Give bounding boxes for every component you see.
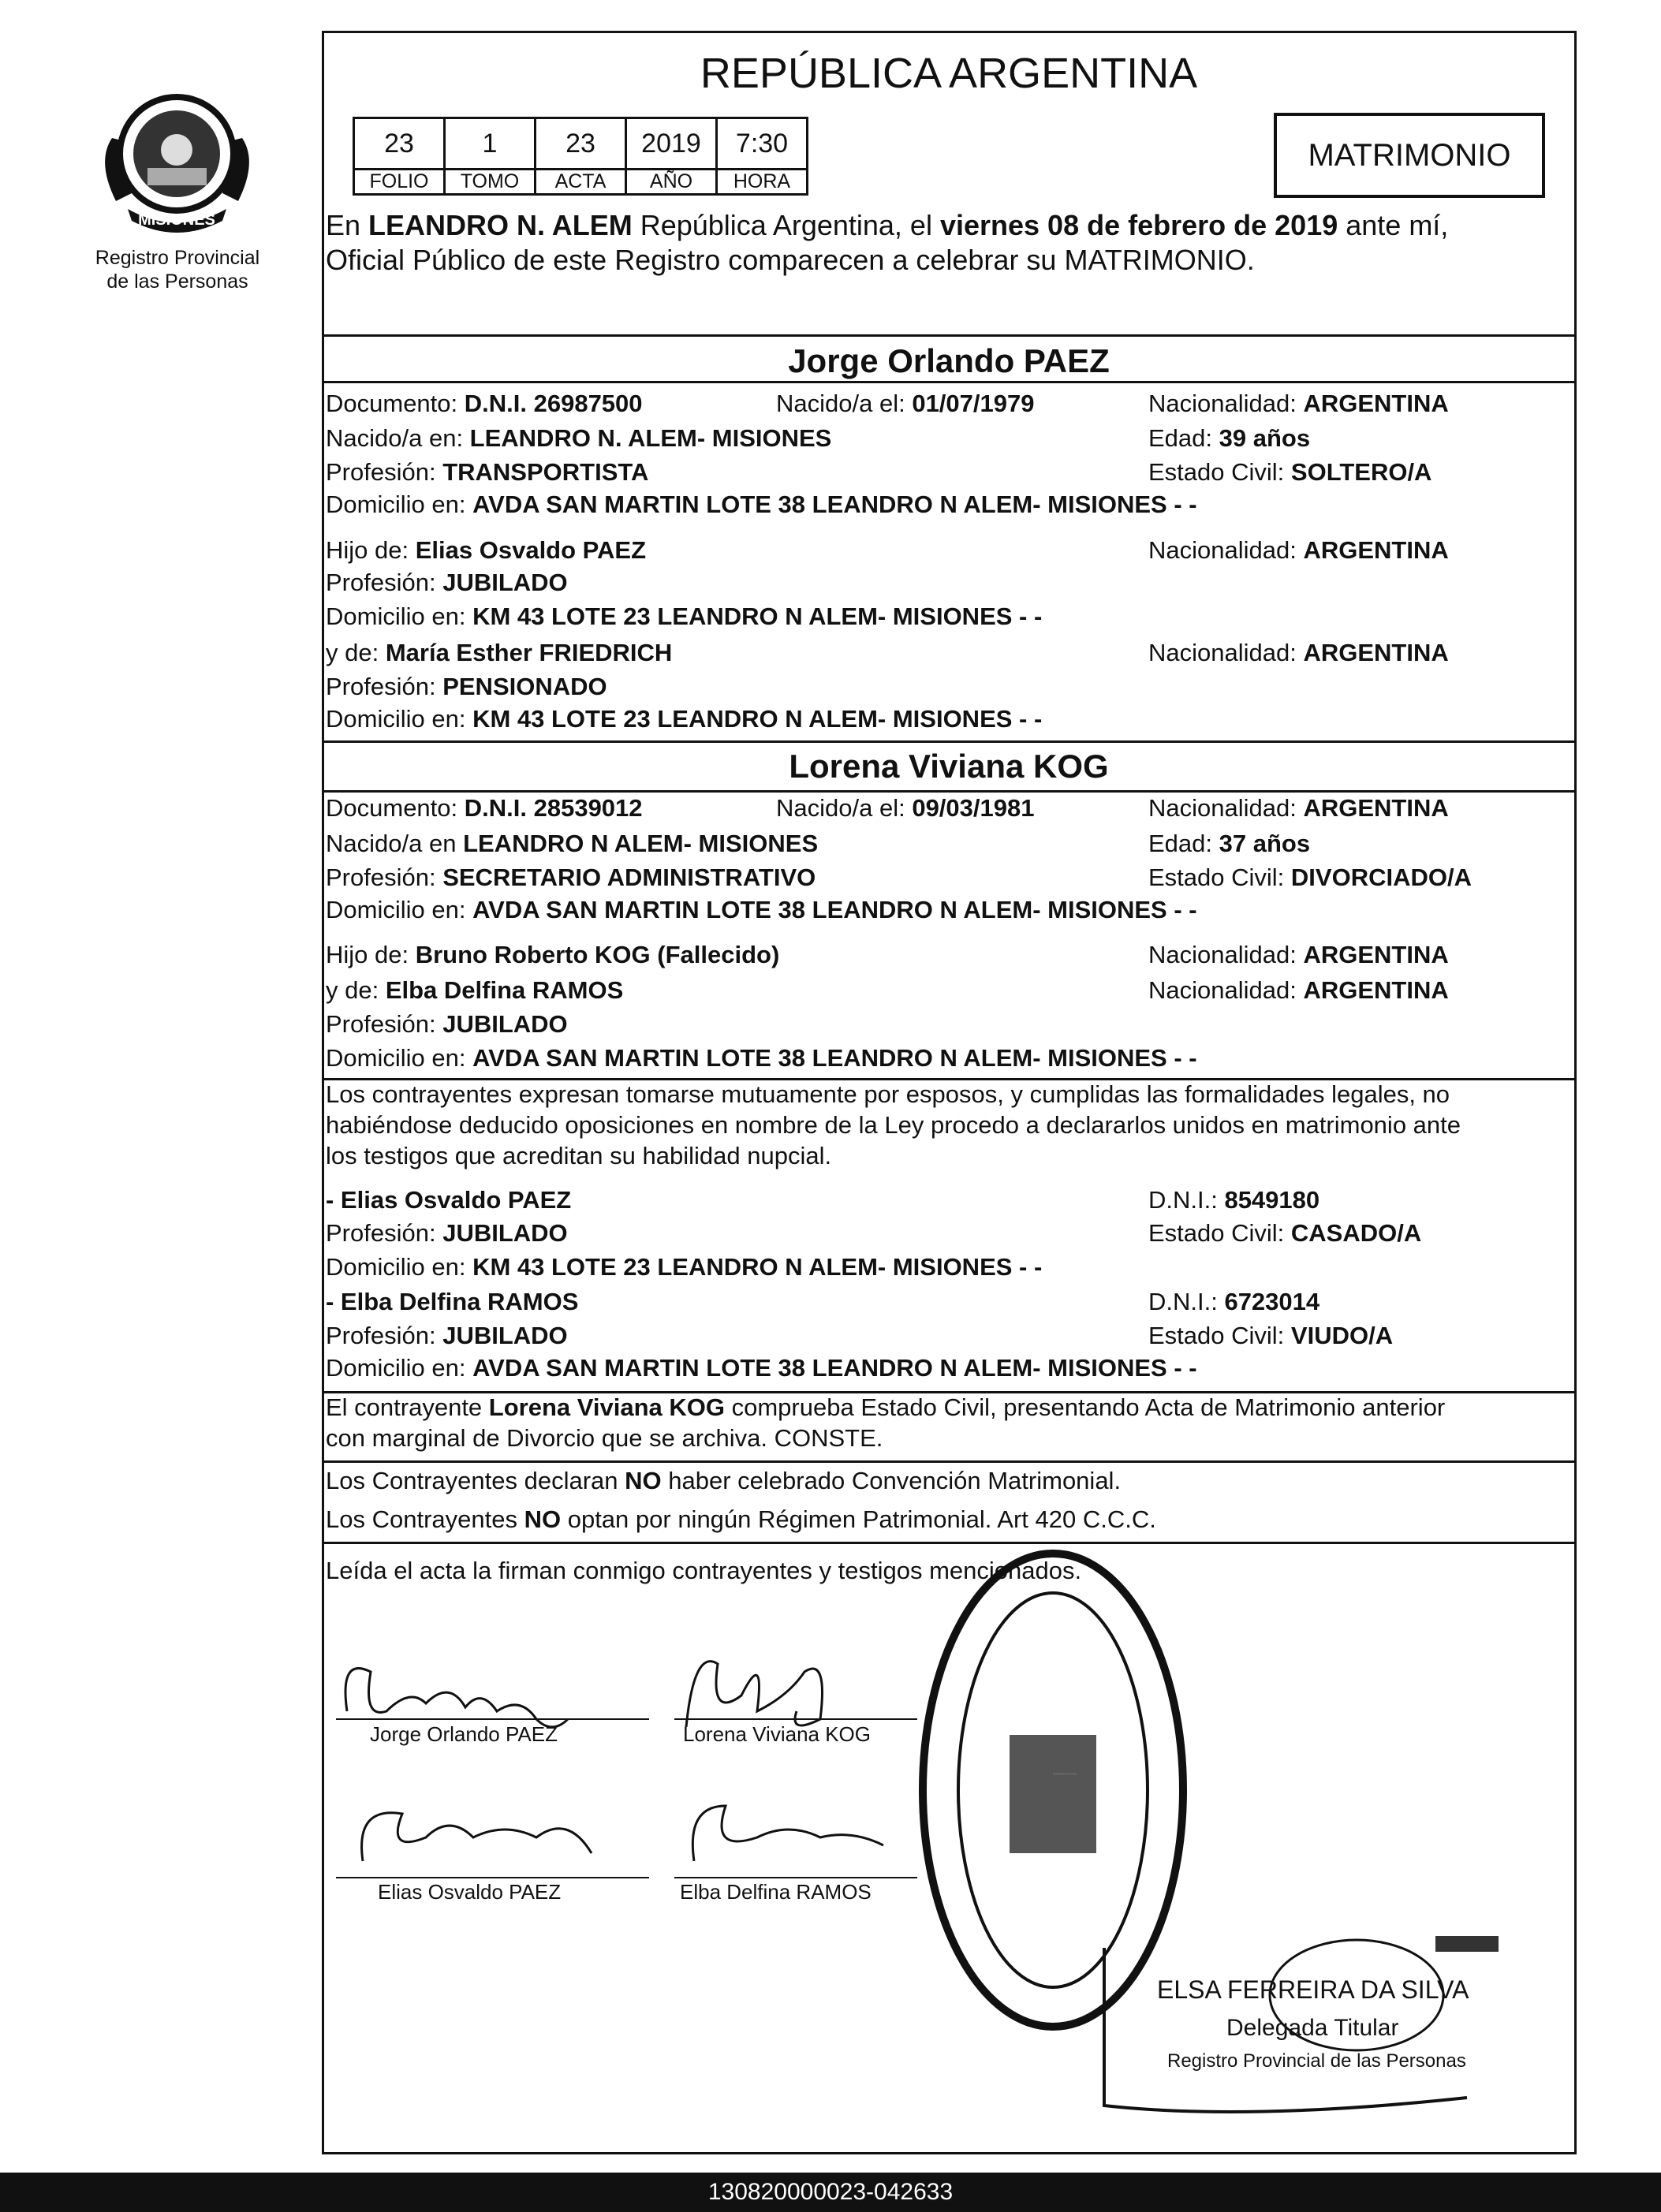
- official-role: Delegada Titular: [1226, 2015, 1399, 2041]
- civil-status-note-2: con marginal de Divorcio que se archiva. CONSTE.: [326, 1424, 883, 1452]
- field: [326, 976, 623, 1005]
- field: [1148, 1322, 1393, 1350]
- registry-value: 1: [445, 118, 536, 170]
- field: [326, 864, 816, 892]
- field-value: AVDA SAN MARTIN LOTE 38 LEANDRO N ALEM- MISIONES - -: [472, 1044, 1197, 1072]
- field-label: Nacido/a en:: [326, 424, 470, 452]
- field-value: - Elba Delfina RAMOS: [326, 1288, 579, 1315]
- field: [1148, 794, 1449, 823]
- field-value: 01/07/1979: [912, 390, 1035, 417]
- field-value: TRANSPORTISTA: [442, 458, 649, 486]
- field-label: Nacionalidad:: [1148, 390, 1304, 417]
- field-value: ARGENTINA: [1303, 390, 1449, 417]
- field-label: Profesión:: [326, 458, 443, 486]
- field-label: Domicilio en:: [326, 705, 473, 733]
- official-office: Registro Provincial de las Personas: [1167, 2050, 1466, 2072]
- field-value: CASADO/A: [1290, 1219, 1422, 1247]
- field-value: 8549180: [1224, 1186, 1320, 1214]
- regime-line-2: Los Contrayentes NO optan por ningún Régimen Patrimonial. Art 420 C.C.C.: [326, 1505, 1156, 1533]
- field-label: Domicilio en:: [326, 896, 473, 923]
- field-value: LEANDRO N ALEM- MISIONES: [463, 830, 819, 857]
- field: [1148, 864, 1472, 892]
- field: [326, 830, 818, 858]
- intro-line-1: En LEANDRO N. ALEM República Argentina, el viernes 08 de febrero de 2019 ante mí,: [326, 209, 1449, 241]
- registry-label: AÑO: [626, 170, 717, 195]
- field-label: Estado Civil:: [1148, 1322, 1291, 1349]
- field-value: Elba Delfina RAMOS: [385, 976, 624, 1004]
- field-value: JUBILADO: [442, 569, 568, 596]
- field-value: LEANDRO N. ALEM- MISIONES: [469, 424, 832, 452]
- field-value: María Esther FRIEDRICH: [385, 639, 673, 666]
- divider: [322, 334, 1576, 337]
- field-label: y de:: [326, 639, 386, 666]
- field-label: Profesión:: [326, 864, 443, 891]
- registry-name: [55, 246, 300, 293]
- field-label: Estado Civil:: [1148, 458, 1291, 486]
- field-label: Nacionalidad:: [1148, 976, 1304, 1004]
- field-label: Nacionalidad:: [1148, 536, 1304, 564]
- field: [326, 536, 646, 565]
- field-label: y de:: [326, 976, 386, 1004]
- registry-line2: de las Personas: [106, 270, 248, 293]
- field-label: Estado Civil:: [1148, 1219, 1291, 1247]
- field: [326, 1010, 568, 1039]
- field-label: Domicilio en:: [326, 1253, 473, 1281]
- divider: [322, 1460, 1576, 1463]
- field: [1148, 1219, 1421, 1248]
- field: [326, 1253, 1042, 1281]
- field-value: JUBILADO: [442, 1010, 568, 1038]
- field-label: Nacido/a en: [326, 830, 464, 857]
- registry-value: 23: [536, 118, 626, 170]
- signature-label-witness1: Elias Osvaldo PAEZ: [378, 1880, 562, 1904]
- field-label: Domicilio en:: [326, 1354, 473, 1382]
- divider: [322, 740, 1576, 743]
- registry-label: ACTA: [536, 170, 626, 195]
- field: [1148, 976, 1449, 1005]
- field-label: Edad:: [1148, 424, 1219, 452]
- civil-status-note-1: El contrayente Lorena Viviana KOG comprueba Estado Civil, presentando Acta de Matrimonio anterior: [326, 1393, 1446, 1421]
- field: [1148, 390, 1449, 418]
- field: [326, 673, 607, 701]
- field-label: Nacionalidad:: [1148, 941, 1304, 968]
- field-value: DIVORCIADO/A: [1290, 864, 1472, 891]
- field-value: PENSIONADO: [442, 673, 607, 700]
- field-label: Domicilio en:: [326, 1044, 473, 1072]
- registry-line1: Registro Provincial: [95, 247, 260, 269]
- provincial-logo: [88, 75, 266, 241]
- registry-value: 2019: [626, 118, 717, 170]
- field-value: ARGENTINA: [1303, 536, 1449, 564]
- field: [326, 1044, 1197, 1072]
- field: [326, 794, 643, 823]
- field: [326, 1322, 568, 1350]
- field: [1148, 941, 1449, 969]
- record-type-box: MATRIMONIO: [1274, 113, 1545, 198]
- field-label: Domicilio en:: [326, 491, 473, 518]
- field-label: Documento:: [326, 794, 465, 822]
- field: [326, 390, 643, 418]
- field-value: Bruno Roberto KOG (Fallecido): [415, 941, 780, 968]
- field-label: Hijo de:: [326, 941, 416, 968]
- spouse1-name: Jorge Orlando PAEZ: [788, 342, 1110, 379]
- svg-text:DELEGACION DEL REGISTRO PROVIN: DELEGACION DEL REGISTRO PROVINCIAL DE LAS PERSONAS: [1053, 1774, 1077, 1775]
- field-value: KM 43 LOTE 23 LEANDRO N ALEM- MISIONES - -: [472, 1253, 1043, 1281]
- field-value: SECRETARIO ADMINISTRATIVO: [442, 864, 816, 891]
- field: [1148, 536, 1449, 565]
- field-value: ARGENTINA: [1303, 941, 1449, 968]
- field-label: Profesión:: [326, 673, 443, 700]
- field: [776, 794, 1034, 823]
- field: [1148, 639, 1449, 667]
- field-value: ARGENTINA: [1303, 976, 1449, 1004]
- spouse2-name: Lorena Viviana KOG: [789, 748, 1109, 785]
- field-value: ARGENTINA: [1303, 794, 1449, 822]
- signature-label-spouse1: Jorge Orlando PAEZ: [370, 1722, 558, 1746]
- field-label: Hijo de:: [326, 536, 416, 564]
- field: [776, 390, 1034, 418]
- field-value: AVDA SAN MARTIN LOTE 38 LEANDRO N ALEM- MISIONES - -: [472, 896, 1197, 923]
- registry-label: FOLIO: [354, 170, 445, 195]
- declaration-line-2: habiéndose deducido oposiciones en nombre de la Ley procedo a declararlos unidos en matrimonio ante: [326, 1111, 1461, 1139]
- field-value: JUBILADO: [442, 1219, 568, 1247]
- field: [1148, 458, 1431, 487]
- field-value: 37 años: [1219, 830, 1311, 857]
- field-value: VIUDO/A: [1290, 1322, 1394, 1349]
- field-label: Profesión:: [326, 569, 443, 596]
- document-code: 130820000023-042633: [0, 2173, 1661, 2212]
- field: [1148, 424, 1310, 453]
- field-label: Edad:: [1148, 830, 1219, 857]
- field-value: KM 43 LOTE 23 LEANDRO N ALEM- MISIONES - -: [472, 602, 1043, 630]
- field-label: Nacido/a el:: [776, 794, 913, 822]
- field-label: D.N.I.:: [1148, 1186, 1225, 1214]
- declaration-line-1: Los contrayentes expresan tomarse mutuamente por esposos, y cumplidas las formalidades legales, no: [326, 1080, 1450, 1108]
- signature-line: [674, 1718, 917, 1720]
- divider: [322, 381, 1576, 383]
- field: [1148, 1186, 1319, 1214]
- field: [1148, 830, 1310, 858]
- field: [326, 1288, 578, 1316]
- divider: [322, 790, 1576, 793]
- field-label: Nacionalidad:: [1148, 794, 1304, 822]
- field-value: - Elias Osvaldo PAEZ: [326, 1186, 572, 1214]
- field-value: 6723014: [1224, 1288, 1320, 1315]
- field-value: SOLTERO/A: [1290, 458, 1432, 486]
- registry-value: 23: [354, 118, 445, 170]
- field: [326, 896, 1197, 924]
- signature-label-spouse2: Lorena Viviana KOG: [683, 1722, 871, 1746]
- field-value: AVDA SAN MARTIN LOTE 38 LEANDRO N ALEM- MISIONES - -: [472, 491, 1197, 518]
- field-value: D.N.I. 26987500: [464, 390, 643, 417]
- field: [326, 491, 1197, 519]
- field-label: Estado Civil:: [1148, 864, 1291, 891]
- field: [326, 639, 672, 667]
- field: [326, 458, 648, 487]
- handwritten-signatures: [315, 1601, 946, 1916]
- field-value: ARGENTINA: [1303, 639, 1449, 666]
- intro-line-2: Oficial Público de este Registro comparecen a celebrar su MATRIMONIO.: [326, 244, 1255, 276]
- field: [326, 424, 831, 453]
- field-label: Documento:: [326, 390, 465, 417]
- field: [326, 1219, 568, 1248]
- registry-table: [353, 117, 808, 196]
- field-label: Nacido/a el:: [776, 390, 913, 417]
- field-value: KM 43 LOTE 23 LEANDRO N ALEM- MISIONES - -: [472, 705, 1043, 733]
- svg-text:MISIONES: MISIONES: [138, 211, 215, 229]
- field: [326, 602, 1042, 631]
- field-label: Domicilio en:: [326, 602, 473, 630]
- field: [1148, 1288, 1319, 1316]
- registry-label: TOMO: [445, 170, 536, 195]
- signature-line: [336, 1877, 649, 1878]
- field-value: 39 años: [1219, 424, 1311, 452]
- field-value: 09/03/1981: [912, 794, 1035, 822]
- field: [326, 1354, 1197, 1382]
- signature-line: [336, 1718, 649, 1720]
- field-value: Elias Osvaldo PAEZ: [415, 536, 647, 564]
- signature-line: [674, 1877, 917, 1878]
- field-label: Profesión:: [326, 1010, 443, 1038]
- registry-value: 7:30: [717, 118, 808, 170]
- field-value: AVDA SAN MARTIN LOTE 38 LEANDRO N ALEM- MISIONES - -: [472, 1354, 1197, 1382]
- official-name: ELSA FERREIRA DA SILVA: [1157, 1975, 1469, 2004]
- field-value: D.N.I. 28539012: [464, 794, 643, 822]
- registry-label: HORA: [717, 170, 808, 195]
- field: [326, 1186, 571, 1214]
- field-label: D.N.I.:: [1148, 1288, 1225, 1315]
- regime-line-1: Los Contrayentes declaran NO haber celebrado Convención Matrimonial.: [326, 1467, 1122, 1494]
- field-label: Nacionalidad:: [1148, 639, 1304, 666]
- signature-label-witness2: Elba Delfina RAMOS: [680, 1880, 872, 1904]
- field: [326, 569, 568, 597]
- field-label: Profesión:: [326, 1219, 443, 1247]
- field-value: JUBILADO: [442, 1322, 568, 1349]
- declaration-line-3: los testigos que acreditan su habilidad nupcial.: [326, 1142, 832, 1169]
- signatures-intro: Leída el acta la firman conmigo contrayentes y testigos mencionados.: [326, 1557, 1082, 1584]
- field: [326, 941, 779, 969]
- field-label: Profesión:: [326, 1322, 443, 1349]
- field: [326, 705, 1042, 733]
- document-title: REPÚBLICA ARGENTINA: [700, 50, 1198, 97]
